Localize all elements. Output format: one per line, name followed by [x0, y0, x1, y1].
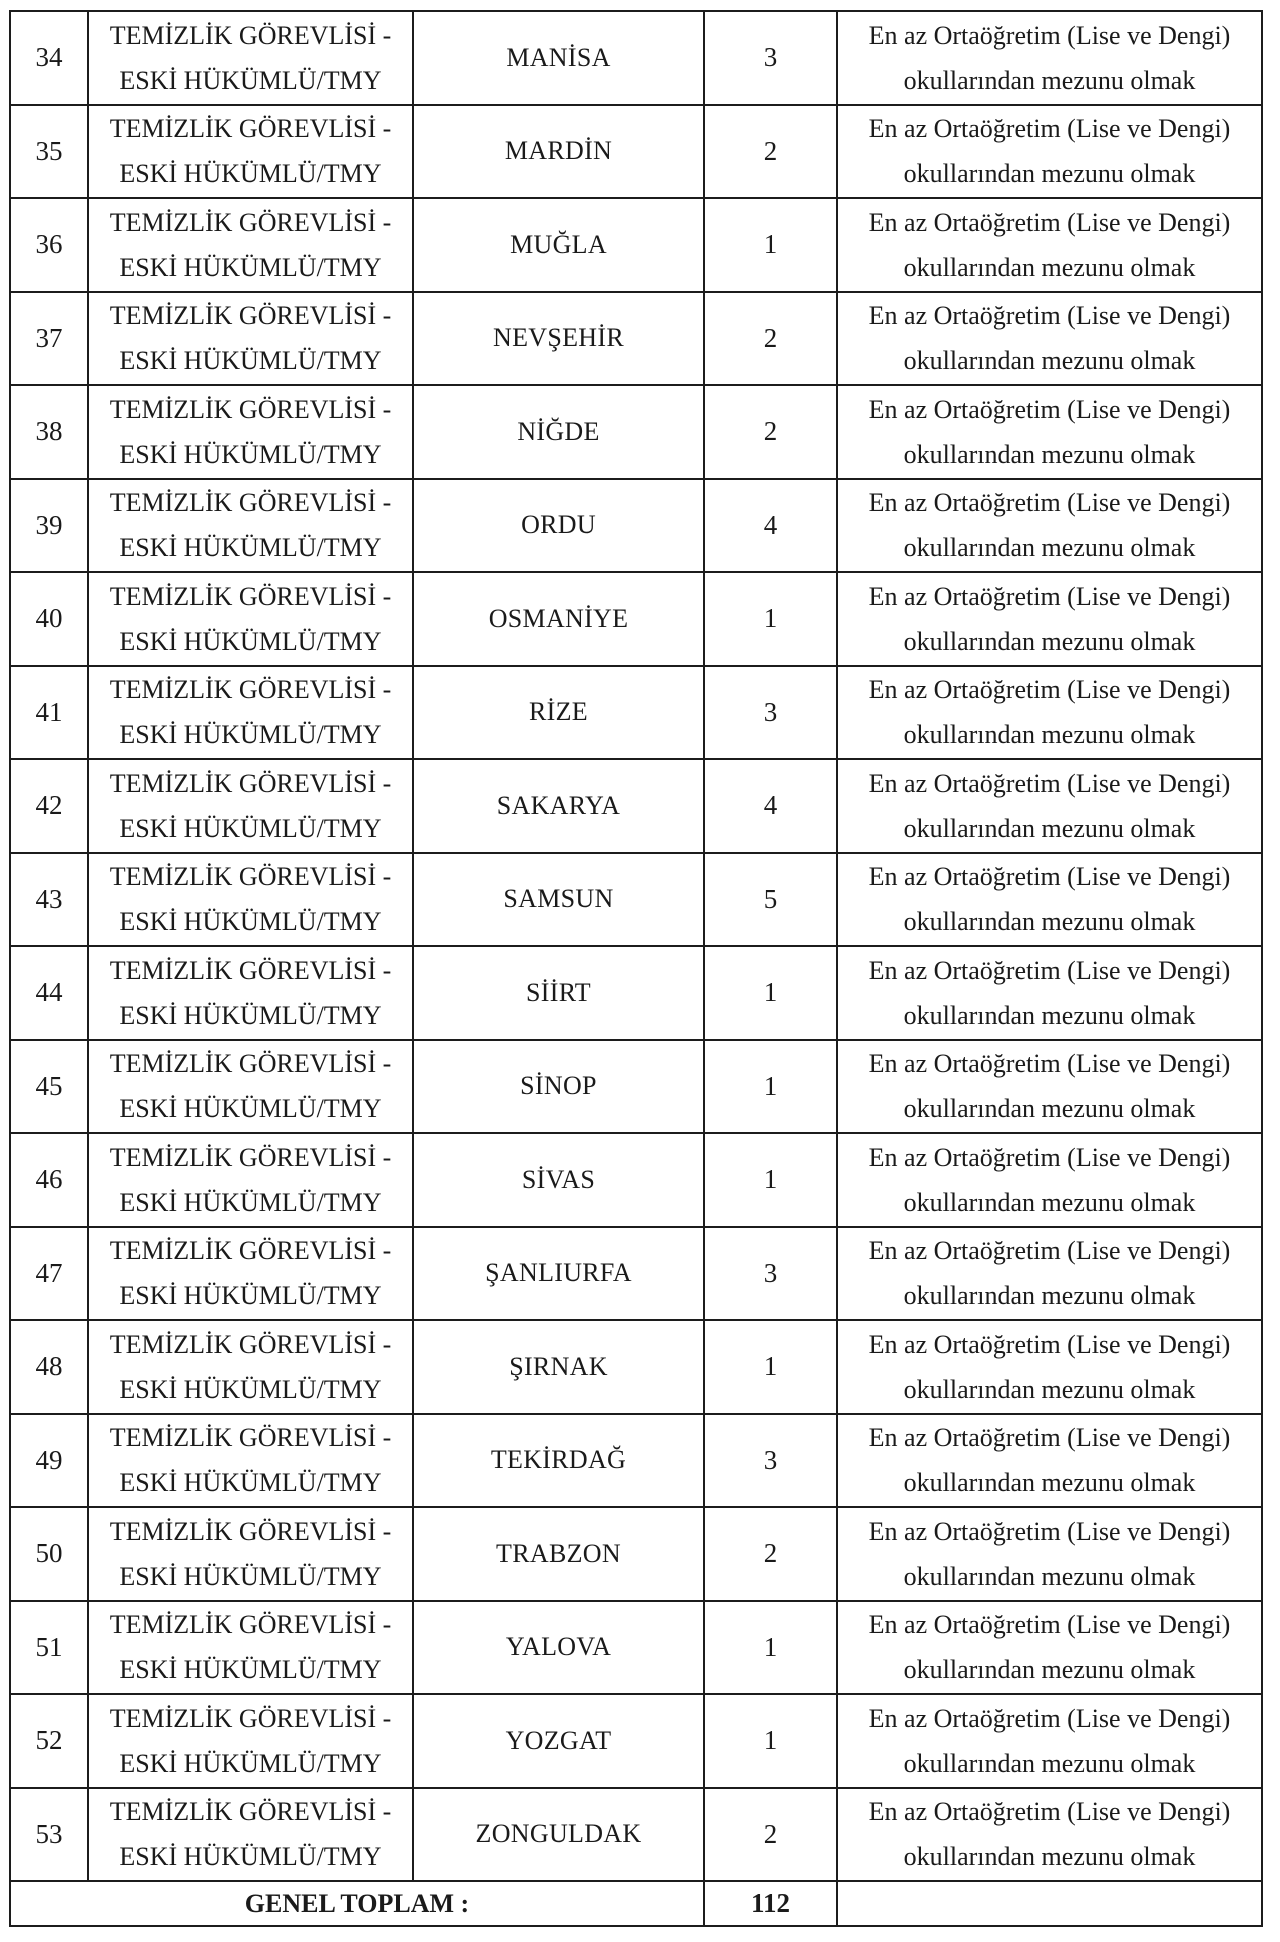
requirement-line1: En az Ortaöğretim (Lise ve Dengi) — [868, 675, 1231, 705]
table-row — [10, 1320, 1262, 1414]
city-name: SAKARYA — [496, 790, 621, 820]
position-count: 3 — [763, 696, 778, 727]
total-value: 112 — [704, 1881, 837, 1926]
row-number: 46 — [35, 1164, 63, 1195]
city-cell — [413, 1414, 704, 1508]
requirement-line1: En az Ortaöğretim (Lise ve Dengi) — [868, 488, 1231, 518]
requirement-line1: En az Ortaöğretim (Lise ve Dengi) — [868, 1423, 1231, 1453]
table-body — [10, 11, 1262, 1881]
position-title-line2: ESKİ HÜKÜMLÜ/TMY — [119, 1281, 382, 1311]
count-cell — [704, 759, 837, 853]
table-row — [10, 1507, 1262, 1601]
count-cell — [704, 11, 837, 105]
row-number: 38 — [35, 416, 63, 447]
position-title-line2: ESKİ HÜKÜMLÜ/TMY — [119, 1655, 382, 1685]
position-title-line1: TEMİZLİK GÖREVLİSİ - — [109, 1610, 392, 1640]
row-number-cell — [10, 759, 88, 853]
position-count: 2 — [763, 322, 778, 353]
count-cell — [704, 292, 837, 386]
requirement-cell — [837, 385, 1262, 479]
position-title-line1: TEMİZLİK GÖREVLİSİ - — [109, 1516, 392, 1546]
requirement-line2: okullarından mezunu olmak — [903, 159, 1196, 189]
row-number-cell — [10, 1040, 88, 1134]
position-count: 1 — [763, 1631, 778, 1662]
requirement-line2: okullarından mezunu olmak — [903, 252, 1196, 282]
position-count: 4 — [763, 790, 778, 821]
position-title-line1: TEMİZLİK GÖREVLİSİ - — [109, 207, 392, 237]
position-count: 1 — [763, 1725, 778, 1756]
requirement-cell — [837, 105, 1262, 199]
city-cell — [413, 292, 704, 386]
requirement-cell — [837, 1507, 1262, 1601]
position-title-line2: ESKİ HÜKÜMLÜ/TMY — [119, 346, 382, 376]
requirement-line2: okullarından mezunu olmak — [903, 1281, 1196, 1311]
position-title-cell — [88, 1040, 413, 1134]
requirement-line2: okullarından mezunu olmak — [903, 1842, 1196, 1872]
requirement-line2: okullarından mezunu olmak — [903, 1468, 1196, 1498]
row-number: 53 — [35, 1818, 63, 1849]
requirement-line2: okullarından mezunu olmak — [903, 1748, 1196, 1778]
requirement-line1: En az Ortaöğretim (Lise ve Dengi) — [868, 394, 1231, 424]
city-name: MUĞLA — [510, 229, 607, 259]
requirement-cell — [837, 1694, 1262, 1788]
requirement-cell — [837, 759, 1262, 853]
requirement-line1: En az Ortaöğretim (Lise ve Dengi) — [868, 1236, 1231, 1266]
count-cell — [704, 1788, 837, 1882]
count-cell — [704, 1414, 837, 1508]
requirement-cell — [837, 1227, 1262, 1321]
city-cell — [413, 198, 704, 292]
table-row — [10, 759, 1262, 853]
row-number-cell — [10, 1414, 88, 1508]
position-title-line2: ESKİ HÜKÜMLÜ/TMY — [119, 907, 382, 937]
position-title-cell — [88, 572, 413, 666]
requirement-line2: okullarından mezunu olmak — [903, 1000, 1196, 1030]
row-number-cell — [10, 1133, 88, 1227]
requirement-line2: okullarından mezunu olmak — [903, 65, 1196, 95]
table-row — [10, 479, 1262, 573]
position-title-cell — [88, 385, 413, 479]
requirement-cell — [837, 572, 1262, 666]
table-row — [10, 666, 1262, 760]
count-cell — [704, 198, 837, 292]
position-title-line1: TEMİZLİK GÖREVLİSİ - — [109, 20, 392, 50]
position-count: 5 — [763, 883, 778, 914]
position-title-cell — [88, 853, 413, 947]
city-cell — [413, 572, 704, 666]
position-title-line2: ESKİ HÜKÜMLÜ/TMY — [119, 1000, 382, 1030]
requirement-line2: okullarından mezunu olmak — [903, 626, 1196, 656]
row-number: 50 — [35, 1538, 63, 1569]
requirement-line1: En az Ortaöğretim (Lise ve Dengi) — [868, 207, 1231, 237]
city-cell — [413, 1788, 704, 1882]
position-title-line1: TEMİZLİK GÖREVLİSİ - — [109, 114, 392, 144]
city-cell — [413, 1040, 704, 1134]
requirement-cell — [837, 479, 1262, 573]
position-count: 2 — [763, 1818, 778, 1849]
count-cell — [704, 1040, 837, 1134]
table-row — [10, 1040, 1262, 1134]
requirement-line1: En az Ortaöğretim (Lise ve Dengi) — [868, 1797, 1231, 1827]
city-cell — [413, 385, 704, 479]
position-title-cell — [88, 759, 413, 853]
position-count: 3 — [763, 42, 778, 73]
requirement-line1: En az Ortaöğretim (Lise ve Dengi) — [868, 1516, 1231, 1546]
table-row — [10, 1414, 1262, 1508]
position-title-line2: ESKİ HÜKÜMLÜ/TMY — [119, 65, 382, 95]
row-number: 43 — [35, 883, 63, 914]
position-count: 3 — [763, 1444, 778, 1475]
requirement-line2: okullarından mezunu olmak — [903, 907, 1196, 937]
position-title-cell — [88, 1133, 413, 1227]
row-number-cell — [10, 292, 88, 386]
table-row — [10, 572, 1262, 666]
requirement-cell — [837, 666, 1262, 760]
count-cell — [704, 666, 837, 760]
requirement-line2: okullarından mezunu olmak — [903, 439, 1196, 469]
table-row — [10, 1601, 1262, 1695]
row-number-cell — [10, 1601, 88, 1695]
requirement-line2: okullarından mezunu olmak — [903, 1561, 1196, 1591]
table-row — [10, 946, 1262, 1040]
city-cell — [413, 11, 704, 105]
row-number: 44 — [35, 977, 63, 1008]
row-number: 41 — [35, 696, 63, 727]
table-row — [10, 385, 1262, 479]
row-number: 35 — [35, 135, 63, 166]
position-title-line1: TEMİZLİK GÖREVLİSİ - — [109, 488, 392, 518]
requirement-line2: okullarından mezunu olmak — [903, 346, 1196, 376]
position-title-line1: TEMİZLİK GÖREVLİSİ - — [109, 1236, 392, 1266]
requirement-line1: En az Ortaöğretim (Lise ve Dengi) — [868, 1142, 1231, 1172]
requirement-cell — [837, 1414, 1262, 1508]
position-title-line2: ESKİ HÜKÜMLÜ/TMY — [119, 1094, 382, 1124]
position-title-cell — [88, 1694, 413, 1788]
row-number: 42 — [35, 790, 63, 821]
requirement-line1: En az Ortaöğretim (Lise ve Dengi) — [868, 20, 1231, 50]
requirement-line1: En az Ortaöğretim (Lise ve Dengi) — [868, 1610, 1231, 1640]
requirement-line2: okullarından mezunu olmak — [903, 533, 1196, 563]
row-number: 45 — [35, 1070, 63, 1101]
requirement-cell — [837, 1040, 1262, 1134]
count-cell — [704, 1694, 837, 1788]
table-row — [10, 1694, 1262, 1788]
table-row — [10, 1133, 1262, 1227]
total-empty-cell — [837, 1881, 1262, 1926]
requirement-line1: En az Ortaöğretim (Lise ve Dengi) — [868, 114, 1231, 144]
requirement-line2: okullarından mezunu olmak — [903, 720, 1196, 750]
city-name: SİNOP — [520, 1071, 597, 1101]
requirement-cell — [837, 1601, 1262, 1695]
position-title-cell — [88, 479, 413, 573]
position-count: 1 — [763, 603, 778, 634]
count-cell — [704, 1601, 837, 1695]
row-number: 47 — [35, 1257, 63, 1288]
row-number: 34 — [35, 42, 63, 73]
row-number: 36 — [35, 229, 63, 260]
city-cell — [413, 105, 704, 199]
row-number: 40 — [35, 603, 63, 634]
city-name: SAMSUN — [503, 884, 614, 914]
requirement-line1: En az Ortaöğretim (Lise ve Dengi) — [868, 581, 1231, 611]
count-cell — [704, 385, 837, 479]
requirement-line2: okullarından mezunu olmak — [903, 1187, 1196, 1217]
row-number-cell — [10, 666, 88, 760]
position-title-line1: TEMİZLİK GÖREVLİSİ - — [109, 1797, 392, 1827]
city-cell — [413, 853, 704, 947]
city-name: ŞIRNAK — [509, 1351, 608, 1381]
position-count: 1 — [763, 1351, 778, 1382]
row-number: 39 — [35, 509, 63, 540]
position-title-cell — [88, 1320, 413, 1414]
position-title-line1: TEMİZLİK GÖREVLİSİ - — [109, 862, 392, 892]
position-title-cell — [88, 1227, 413, 1321]
position-count: 1 — [763, 229, 778, 260]
position-title-line2: ESKİ HÜKÜMLÜ/TMY — [119, 159, 382, 189]
table-row — [10, 11, 1262, 105]
position-title-line1: TEMİZLİK GÖREVLİSİ - — [109, 1142, 392, 1172]
table-row — [10, 198, 1262, 292]
position-title-line1: TEMİZLİK GÖREVLİSİ - — [109, 1703, 392, 1733]
city-cell — [413, 1694, 704, 1788]
position-title-cell — [88, 1507, 413, 1601]
requirement-cell — [837, 292, 1262, 386]
city-cell — [413, 1507, 704, 1601]
row-number: 48 — [35, 1351, 63, 1382]
positions-table — [9, 10, 1263, 1927]
city-name: ORDU — [521, 510, 596, 540]
requirement-cell — [837, 853, 1262, 947]
city-name: RİZE — [529, 697, 588, 727]
position-title-line1: TEMİZLİK GÖREVLİSİ - — [109, 581, 392, 611]
position-title-line2: ESKİ HÜKÜMLÜ/TMY — [119, 533, 382, 563]
table-row — [10, 1788, 1262, 1882]
city-name: SİVAS — [521, 1164, 596, 1194]
row-number-cell — [10, 479, 88, 573]
position-title-line2: ESKİ HÜKÜMLÜ/TMY — [119, 252, 382, 282]
requirement-line1: En az Ortaöğretim (Lise ve Dengi) — [868, 301, 1231, 331]
city-name: ZONGULDAK — [475, 1819, 642, 1849]
position-title-line1: TEMİZLİK GÖREVLİSİ - — [109, 768, 392, 798]
city-cell — [413, 1133, 704, 1227]
position-title-cell — [88, 198, 413, 292]
city-name: YALOVA — [505, 1632, 612, 1662]
position-title-line2: ESKİ HÜKÜMLÜ/TMY — [119, 1374, 382, 1404]
row-number-cell — [10, 853, 88, 947]
table-row — [10, 853, 1262, 947]
position-title-line1: TEMİZLİK GÖREVLİSİ - — [109, 301, 392, 331]
city-cell — [413, 759, 704, 853]
row-number-cell — [10, 1507, 88, 1601]
count-cell — [704, 1227, 837, 1321]
requirement-cell — [837, 1788, 1262, 1882]
requirement-line1: En az Ortaöğretim (Lise ve Dengi) — [868, 1329, 1231, 1359]
requirement-cell — [837, 946, 1262, 1040]
position-count: 1 — [763, 977, 778, 1008]
city-name: NEVŞEHİR — [493, 323, 624, 353]
table-row — [10, 1227, 1262, 1321]
count-cell — [704, 1133, 837, 1227]
row-number-cell — [10, 1788, 88, 1882]
table-row — [10, 292, 1262, 386]
position-title-cell — [88, 292, 413, 386]
position-title-line2: ESKİ HÜKÜMLÜ/TMY — [119, 813, 382, 843]
position-title-line2: ESKİ HÜKÜMLÜ/TMY — [119, 439, 382, 469]
position-count: 4 — [763, 509, 778, 540]
city-cell — [413, 479, 704, 573]
count-cell — [704, 479, 837, 573]
city-name: MANİSA — [506, 42, 611, 72]
row-number: 37 — [35, 322, 63, 353]
requirement-cell — [837, 198, 1262, 292]
row-number-cell — [10, 1694, 88, 1788]
position-count: 2 — [763, 135, 778, 166]
city-cell — [413, 1320, 704, 1414]
count-cell — [704, 1320, 837, 1414]
position-title-cell — [88, 1601, 413, 1695]
requirement-cell — [837, 11, 1262, 105]
city-name: YOZGAT — [505, 1725, 612, 1755]
position-count: 1 — [763, 1164, 778, 1195]
position-title-cell — [88, 1414, 413, 1508]
requirement-line1: En az Ortaöğretim (Lise ve Dengi) — [868, 1049, 1231, 1079]
city-name: ŞANLIURFA — [485, 1258, 632, 1288]
position-count: 3 — [763, 1257, 778, 1288]
position-title-line1: TEMİZLİK GÖREVLİSİ - — [109, 394, 392, 424]
city-name: MARDİN — [504, 136, 613, 166]
row-number-cell — [10, 198, 88, 292]
position-title-line1: TEMİZLİK GÖREVLİSİ - — [109, 1329, 392, 1359]
row-number-cell — [10, 946, 88, 1040]
row-number-cell — [10, 1320, 88, 1414]
requirement-line1: En az Ortaöğretim (Lise ve Dengi) — [868, 955, 1231, 985]
requirement-line2: okullarından mezunu olmak — [903, 1655, 1196, 1685]
count-cell — [704, 1507, 837, 1601]
position-title-line1: TEMİZLİK GÖREVLİSİ - — [109, 955, 392, 985]
requirement-line2: okullarından mezunu olmak — [903, 1094, 1196, 1124]
city-cell — [413, 1601, 704, 1695]
requirement-line1: En az Ortaöğretim (Lise ve Dengi) — [868, 768, 1231, 798]
position-title-line2: ESKİ HÜKÜMLÜ/TMY — [119, 1187, 382, 1217]
position-title-line2: ESKİ HÜKÜMLÜ/TMY — [119, 1748, 382, 1778]
row-number: 52 — [35, 1725, 63, 1756]
count-cell — [704, 572, 837, 666]
city-cell — [413, 666, 704, 760]
position-count: 2 — [763, 416, 778, 447]
count-cell — [704, 105, 837, 199]
position-title-line2: ESKİ HÜKÜMLÜ/TMY — [119, 1561, 382, 1591]
city-name: NİĞDE — [517, 416, 600, 446]
count-cell — [704, 853, 837, 947]
total-label: GENEL TOPLAM : — [10, 1881, 704, 1926]
table-row — [10, 105, 1262, 199]
position-title-cell — [88, 11, 413, 105]
position-title-line1: TEMİZLİK GÖREVLİSİ - — [109, 1423, 392, 1453]
position-title-cell — [88, 105, 413, 199]
city-name: SİİRT — [526, 977, 591, 1007]
position-count: 2 — [763, 1538, 778, 1569]
city-name: TEKİRDAĞ — [490, 1445, 627, 1475]
position-title-line2: ESKİ HÜKÜMLÜ/TMY — [119, 1468, 382, 1498]
position-count: 1 — [763, 1070, 778, 1101]
requirement-line1: En az Ortaöğretim (Lise ve Dengi) — [868, 1703, 1231, 1733]
count-cell — [704, 946, 837, 1040]
row-number-cell — [10, 11, 88, 105]
requirement-line2: okullarından mezunu olmak — [903, 1374, 1196, 1404]
row-number: 51 — [35, 1631, 63, 1662]
city-name: OSMANİYE — [488, 603, 629, 633]
position-title-line2: ESKİ HÜKÜMLÜ/TMY — [119, 1842, 382, 1872]
requirement-cell — [837, 1133, 1262, 1227]
row-number-cell — [10, 105, 88, 199]
requirement-line1: En az Ortaöğretim (Lise ve Dengi) — [868, 862, 1231, 892]
row-number-cell — [10, 1227, 88, 1321]
position-title-cell — [88, 1788, 413, 1882]
row-number-cell — [10, 572, 88, 666]
position-title-line1: TEMİZLİK GÖREVLİSİ - — [109, 1049, 392, 1079]
position-title-line2: ESKİ HÜKÜMLÜ/TMY — [119, 720, 382, 750]
position-title-line1: TEMİZLİK GÖREVLİSİ - — [109, 675, 392, 705]
total-row — [10, 1881, 1262, 1926]
position-title-cell — [88, 946, 413, 1040]
city-cell — [413, 1227, 704, 1321]
row-number: 49 — [35, 1444, 63, 1475]
position-title-cell — [88, 666, 413, 760]
requirement-cell — [837, 1320, 1262, 1414]
row-number-cell — [10, 385, 88, 479]
city-cell — [413, 946, 704, 1040]
city-name: TRABZON — [496, 1538, 621, 1568]
requirement-line2: okullarından mezunu olmak — [903, 813, 1196, 843]
position-title-line2: ESKİ HÜKÜMLÜ/TMY — [119, 626, 382, 656]
